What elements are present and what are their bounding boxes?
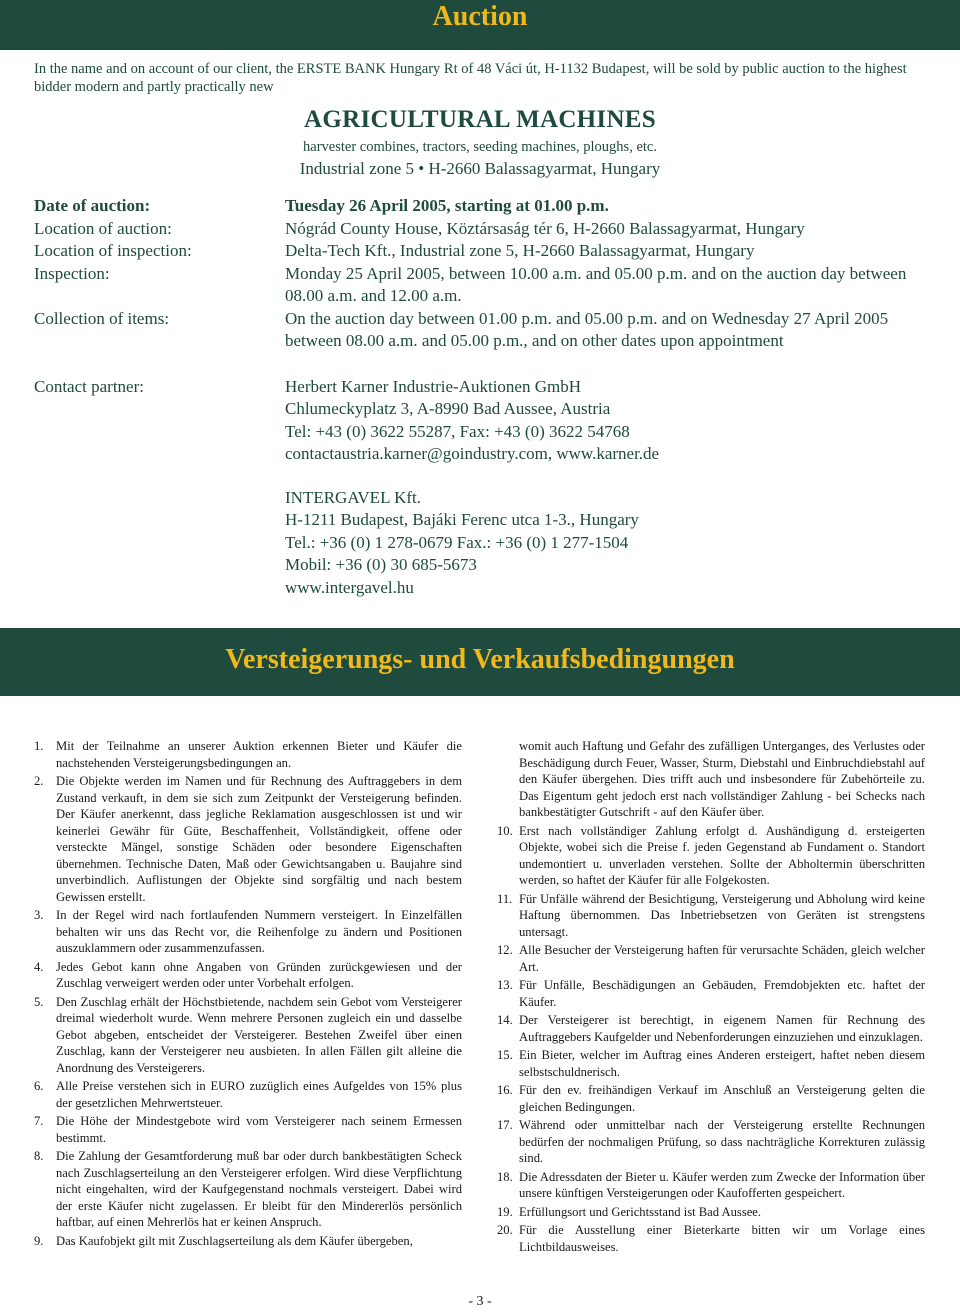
intergavel-phone: Tel.: +36 (0) 1 278-0679 Fax.: +36 (0) 1 277-1504 <box>285 532 629 552</box>
term-item <box>497 1204 925 1221</box>
term-text: Das Kaufobjekt gilt mit Zuschlagserteilung als dem Käufer übergeben, <box>56 1233 413 1248</box>
term-number: 16. <box>497 1083 513 1097</box>
contact-label: Contact partner: <box>34 377 144 396</box>
term-number: 1. <box>34 739 44 753</box>
term-number: 15. <box>497 1048 513 1062</box>
term-text: Für den ev. freihändigen Verkauf im Anschluß an Versteigerung gelten die gleichen Bedingungen. <box>519 1083 925 1114</box>
term-item <box>34 1113 462 1146</box>
term-number: 17. <box>497 1118 513 1132</box>
term-number: 8. <box>34 1149 44 1163</box>
page-title: Auction <box>432 1 528 32</box>
term-item <box>497 1082 925 1115</box>
term-item <box>497 1169 925 1202</box>
term-item <box>497 823 925 889</box>
machines-location: Industrial zone 5 • H-2660 Balassagyarmat, Hungary <box>299 159 661 178</box>
conditions-left-column <box>34 738 462 1249</box>
term-item <box>34 907 462 957</box>
conditions-title: Versteigerungs- und Verkaufsbedingungen <box>225 644 735 675</box>
date-label: Date of auction: <box>34 196 151 215</box>
term-continuation: womit auch Haftung und Gefahr des zufälligen Unterganges, des Verlustes oder Beschädigung durch Feuer, Wasser, Sturm, Diebstahl und Einbruchdiebstahl auf den Käufer übergehen. Dies trifft auch und insbesondere für Zubehörteile zu. Das Eigentum geht jedoch erst nach vollständiger Zahlung - bei Schecks nach bankbestätigter Gutschrift - auf den Käufer über. <box>519 739 925 819</box>
term-text: Für Unfälle während der Besichtigung, Versteigerung und Abholung wird keine Haftung übernommen. Das Inbetriebsetzen von Geräten ist strengstens untersagt. <box>519 891 925 939</box>
intergavel-web[interactable]: www.intergavel.hu <box>285 577 414 597</box>
collection-value: On the auction day between 01.00 p.m. and 05.00 p.m. and on Wednesday 27 April 2005 between 08.00 a.m. and 05.00 p.m., and on other dates upon appointment <box>285 309 889 350</box>
contact-address: Chlumeckyplatz 3, A-8990 Bad Aussee, Austria <box>285 399 611 419</box>
term-text: Alle Besucher der Versteigerung haften für verursachte Schäden, gleich welcher Art. <box>519 943 925 974</box>
term-text: Erst nach vollständiger Zahlung erfolgt d. Aushändigung d. ersteigerten Objekte, wobei sich die Preise f. jeden Gegenstand ab Fundament o. Standort undemontiert u. unverladen verstehen. Sollte der Abholtermin überschritten werden, so haftet der Käufer für alle Folgekosten. <box>519 823 925 887</box>
contact-block <box>285 376 935 466</box>
term-text: Den Zuschlag erhält der Höchstbietende, nachdem sein Gebot vom Versteigerer dreimal wiederholt wurde. Wenn mehrere Personen zugleich ein und dasselbe Gebot abgeben, entscheidet der Versteigerer. Bestehen Zweifel über einen Zuschlag, kann der Versteigerer neu ausbieten. In allen Fällen gilt alleine die Anordnung des Versteigerers. <box>56 994 462 1075</box>
term-number: 7. <box>34 1114 44 1128</box>
contact-phone: Tel: +43 (0) 3622 55287, Fax: +43 (0) 3622 54768 <box>285 421 630 441</box>
term-number: 4. <box>34 959 44 974</box>
term-text: Die Zahlung der Gesamtforderung muß bar oder durch bankbestätigten Scheck nach Zuschlagserteilung an den Versteigerer erfolgen. Wird diese Verpflichtung nicht eingehalten, wird der Kaufgegenstand nochmals versteigert. Dabei wird der erste Käufer nicht zugelassen. Er bleibt für den Mindererlös persönlich haftbar, auf einen Mehrerlös hat er keinen Anspruch. <box>56 1149 462 1229</box>
intro-text: In the name and on account of our client, the ERSTE BANK Hungary Rt of 48 Váci út, H-1132 Budapest, will be sold by public auction to the highest bidder modern and partly practically new <box>34 61 907 95</box>
term-item <box>34 1233 462 1250</box>
term-item <box>497 1047 925 1080</box>
inspection-value: Monday 25 April 2005, between 10.00 a.m. and 05.00 p.m. and on the auction day between 08.00 a.m. and 12.00 a.m. <box>285 264 907 305</box>
conditions-right-column <box>497 738 925 1255</box>
location-value: Nógrád County House, Köztársaság tér 6, H-2660 Balassagyarmat, Hungary <box>285 219 805 238</box>
term-item <box>34 1078 462 1111</box>
inspection-location-value: Delta-Tech Kft., Industrial zone 5, H-2660 Balassagyarmat, Hungary <box>285 241 755 260</box>
contact-web[interactable]: contactaustria.karner@goindustry.com, www.karner.de <box>285 444 660 464</box>
term-item <box>497 977 925 1010</box>
intergavel-mobile: Mobil: +36 (0) 30 685-5673 <box>285 555 477 575</box>
term-text: Der Versteigerer ist berechtigt, in eigenem Namen für Rechnung des Auftraggebers Kaufgelder und Nebenforderungen einzuziehen und einzuklagen. <box>519 1013 925 1044</box>
date-value: Tuesday 26 April 2005, starting at 01.00 p.m. <box>285 196 609 215</box>
term-item <box>497 1222 925 1255</box>
term-number: 2. <box>34 774 44 788</box>
term-text: Jedes Gebot kann ohne Angaben von Gründen zurückgewiesen und der Zuschlag verweigert werden oder unter Vorbehalt erfolgen. <box>56 959 462 990</box>
term-number: 18. <box>497 1169 513 1184</box>
term-text: Während oder unmittelbar nach der Versteigerung erstellte Rechnungen bedürfen der nochmaligen Prüfung, so dass nachträgliche Korrekturen zulässig sind. <box>519 1118 925 1165</box>
term-number: 20. <box>497 1223 513 1237</box>
term-text: Mit der Teilnahme an unserer Auktion erkennen Bieter und Käufer die nachstehenden Versteigerungsbedingungen an. <box>56 739 462 770</box>
intergavel-address: H-1211 Budapest, Bajáki Ferenc utca 1-3., Hungary <box>285 510 639 530</box>
inspection-location-label: Location of inspection: <box>34 241 192 260</box>
term-number: 10. <box>497 823 513 838</box>
location-label: Location of auction: <box>34 219 172 238</box>
collection-label: Collection of items: <box>34 309 170 328</box>
term-item <box>34 1148 462 1231</box>
term-item <box>34 738 462 771</box>
term-item <box>497 1012 925 1045</box>
term-text: Ein Bieter, welcher im Auftrag eines Anderen ersteigert, haftet neben diesem selbstschuldnerisch. <box>519 1048 925 1079</box>
term-number: 14. <box>497 1013 513 1027</box>
term-text: Für die Ausstellung einer Bieterkarte bitten wir um Vorlage eines Lichtbildausweises. <box>519 1223 925 1254</box>
term-number: 19. <box>497 1204 513 1219</box>
term-item <box>34 959 462 992</box>
term-item <box>497 942 925 975</box>
intergavel-company: INTERGAVEL Kft. <box>285 488 421 507</box>
term-text: Erfüllungsort und Gerichtsstand ist Bad Aussee. <box>519 1204 762 1219</box>
term-item <box>34 994 462 1077</box>
term-number: 11. <box>497 891 513 906</box>
term-number: 6. <box>34 1079 44 1093</box>
term-number: 13. <box>497 978 513 992</box>
term-text: Alle Preise verstehen sich in EURO zuzüglich eines Aufgeldes von 15% plus der gesetzlichen Mehrwertsteuer. <box>56 1079 462 1110</box>
machines-subtitle: harvester combines, tractors, seeding machines, ploughs, etc. <box>303 139 657 155</box>
term-item <box>497 1117 925 1167</box>
term-text: Für Unfälle, Beschädigungen an Gebäuden, Fremdobjekten etc. haftet der Käufer. <box>519 978 925 1009</box>
machines-title: AGRICULTURAL MACHINES <box>304 106 656 133</box>
contact-company: Herbert Karner Industrie-Auktionen GmbH <box>285 377 581 396</box>
term-item <box>34 773 462 905</box>
term-text: Die Höhe der Mindestgebote wird vom Versteigerer nach seinem Ermessen bestimmt. <box>56 1114 462 1145</box>
term-number: 9. <box>34 1233 44 1248</box>
intergavel-block <box>285 487 935 599</box>
term-item <box>497 891 925 941</box>
term-text: In der Regel wird nach fortlaufenden Nummern versteigert. In Einzelfällen behalten wir uns das Recht vor, die Reihenfolge zu ändern und Positionen auszuklammern oder zusammenzufassen. <box>56 908 462 955</box>
page-number: - 3 - <box>468 1294 492 1309</box>
term-number: 5. <box>34 994 44 1009</box>
term-number: 3. <box>34 908 44 922</box>
inspection-label: Inspection: <box>34 264 110 283</box>
term-text: Die Adressdaten der Bieter u. Käufer werden zum Zwecke der Information über unsere künftigen Versteigerungen oder Kaufofferten gespeichert. <box>519 1169 925 1200</box>
term-number: 12. <box>497 943 513 957</box>
term-text: Die Objekte werden im Namen und für Rechnung des Auftraggebers in dem Zustand verkauft, in dem sie sich zum Zeitpunkt der Versteigerung befinden. Der Käufer anerkennt, dass jegliche Reklamation ausgeschlossen ist und wir keinerlei Gewähr für Güte, Beschaffenheit, Vollständigkeit, offene oder versteckte Mängel, sonstige Schäden oder besondere Eigenschaften übernehmen. Technische Daten, Maß oder Gewichtsangaben u. Baujahre sind unverbindlich. Auflistungen der Objekte sind sorgfältig und nach bestem Gewissen erstellt. <box>56 774 462 904</box>
